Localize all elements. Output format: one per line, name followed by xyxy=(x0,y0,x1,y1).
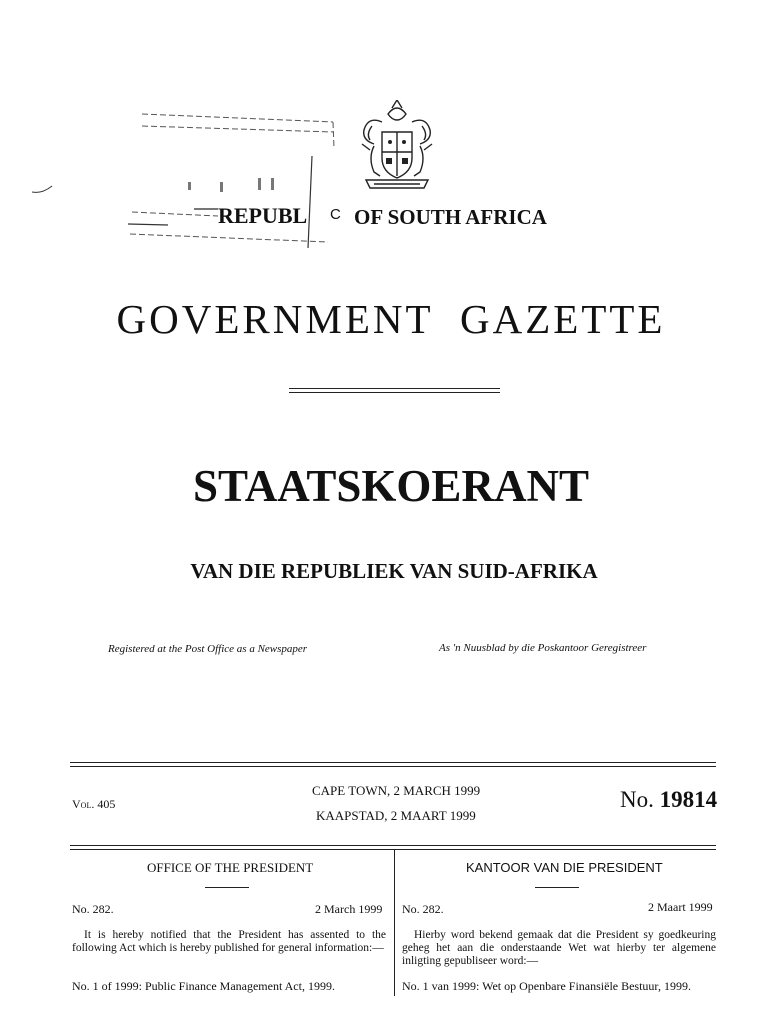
column-divider xyxy=(394,850,395,996)
notice-heading-en: OFFICE OF THE PRESIDENT xyxy=(147,860,314,875)
heading-rule-af xyxy=(535,887,579,888)
notice-heading-af: KANTOOR VAN DIE PRESIDENT xyxy=(466,860,663,875)
title-divider xyxy=(289,388,500,393)
coat-of-arms-icon xyxy=(352,100,442,192)
republic-title-part1: REPUBL xyxy=(218,203,308,228)
place-date-en: CAPE TOWN, 2 MARCH 1999 xyxy=(312,783,481,798)
notice-date-af: 2 Maart 1999 xyxy=(648,900,713,914)
heading-rule-en xyxy=(205,887,249,888)
republic-title-part3: OF SOUTH AFRICA xyxy=(354,205,547,229)
stray-mark-icon xyxy=(30,182,54,196)
registered-note-en: Registered at the Post Office as a Newspaper xyxy=(108,643,308,655)
notice-body-af: Hierby word bekend gemaak dat die President sy goedkeuring geheg het aan die onderstaande Wet wat hierby ter algemene inligting gepubliseer word:— xyxy=(402,929,716,967)
place-date-af: KAAPSTAD, 2 MAART 1999 xyxy=(316,808,476,823)
volume-label: Vol. 405 xyxy=(72,797,116,811)
issue-rule-top xyxy=(70,762,716,767)
government-gazette-title: GOVERNMENT GAZETTE xyxy=(116,296,666,342)
registered-note-af: As 'n Nuusblad by die Poskantoor Geregistreer xyxy=(439,642,647,654)
issue-number-value: 19814 xyxy=(659,787,718,812)
act-title-en: No. 1 of 1999: Public Finance Management Act, 1999. xyxy=(72,979,335,993)
notice-body-en: It is hereby notified that the President has assented to the following Act which is hereby published for general information:— xyxy=(72,929,386,954)
act-title-af: No. 1 van 1999: Wet op Openbare Finansiële Bestuur, 1999. xyxy=(402,979,691,993)
notice-number-en: No. 282. xyxy=(72,902,114,916)
issue-rule-bottom xyxy=(70,845,716,850)
afrikaans-subtitle: VAN DIE REPUBLIEK VAN SUID-AFRIKA xyxy=(190,559,598,583)
issue-number xyxy=(620,787,717,813)
staatskoerant-title: STAATSKOERANT xyxy=(193,461,589,511)
republic-title-part2: C xyxy=(330,206,341,223)
library-stamp-icon xyxy=(128,108,338,254)
notice-number-af: No. 282. xyxy=(402,902,444,916)
issue-number-prefix: No. xyxy=(620,787,654,812)
notice-date-en: 2 March 1999 xyxy=(315,902,383,916)
